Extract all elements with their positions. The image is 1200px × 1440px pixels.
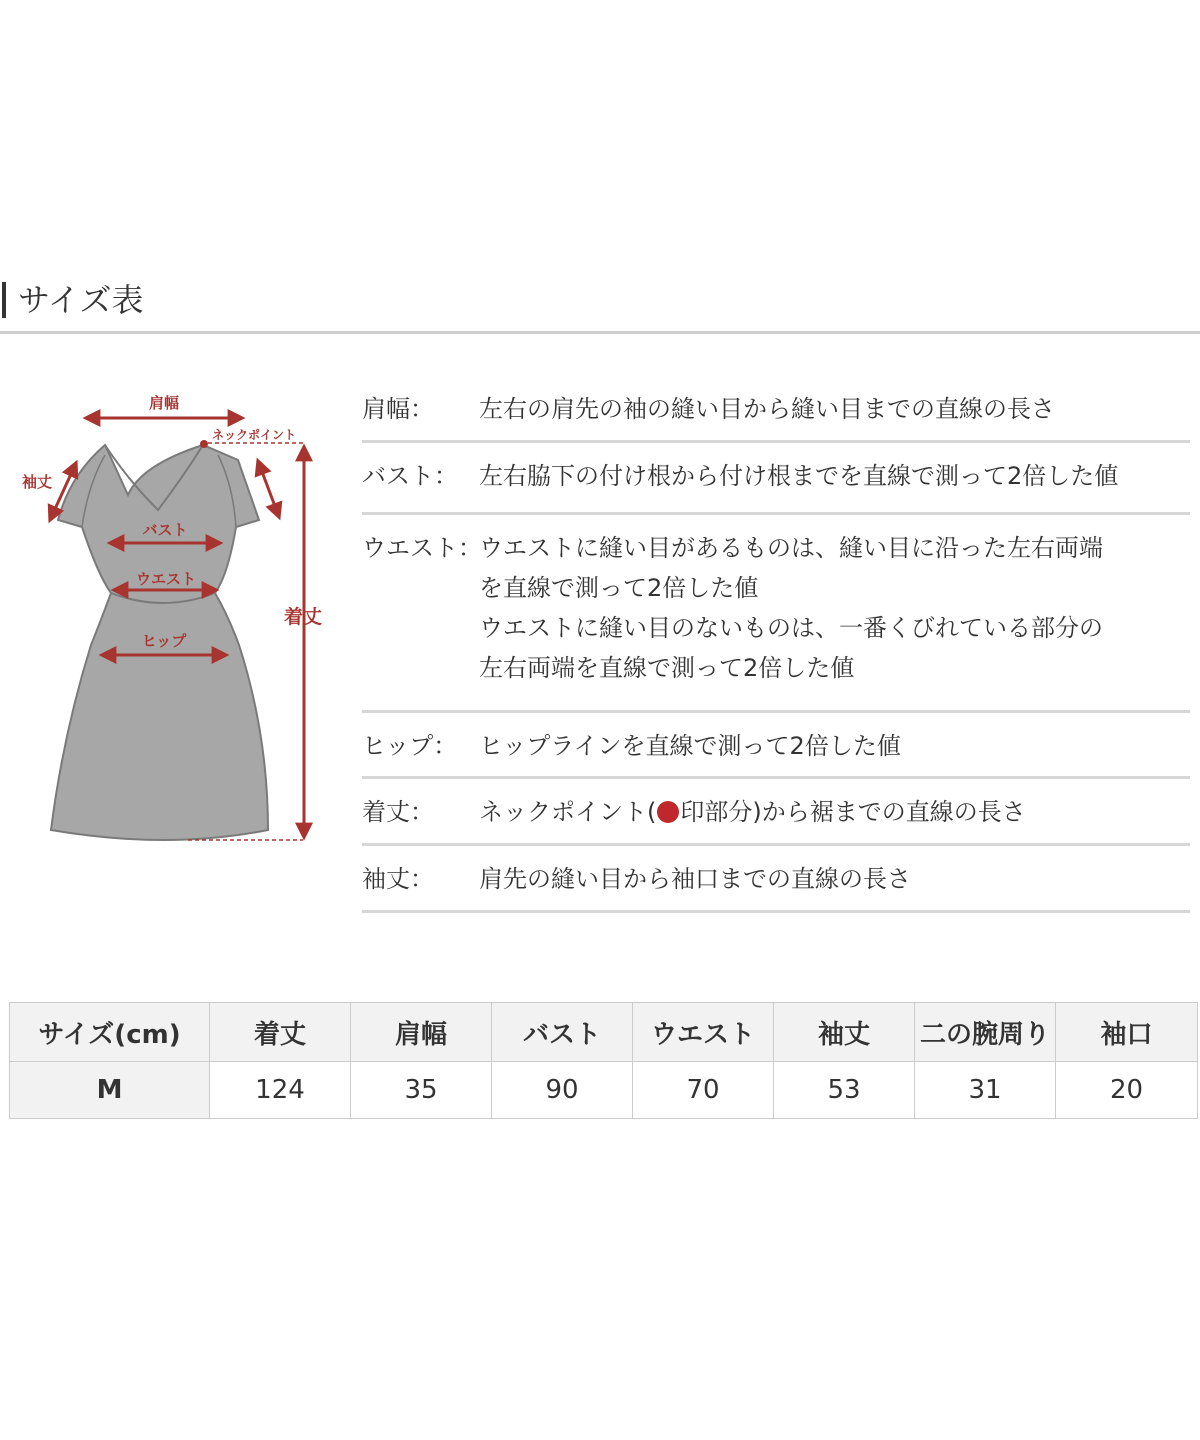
table-cell: 124 bbox=[210, 1062, 351, 1119]
page-title: サイズ表 bbox=[18, 281, 144, 319]
definition-text: ウエストに縫い目のないものは、一番くびれている部分の bbox=[479, 614, 1103, 642]
length-label: 着丈 bbox=[284, 606, 323, 628]
definition-text: 左右脇下の付け根から付け根までを直線で測って2倍した値 bbox=[479, 462, 1119, 490]
table-row bbox=[10, 1062, 1198, 1119]
definition-text: 左右両端を直線で測って2倍した値 bbox=[479, 654, 855, 682]
definition-text: 左右の肩先の袖の縫い目から縫い目までの直線の長さ bbox=[479, 395, 1055, 423]
red-dot-icon bbox=[657, 801, 679, 823]
definition-text-prefix: ネックポイント( bbox=[479, 798, 657, 826]
definition-term: ヒップ： bbox=[362, 732, 458, 760]
header-sleeve: 袖丈 bbox=[774, 1003, 915, 1062]
definition-text: を直線で測って2倍した値 bbox=[479, 574, 759, 602]
neck-point-label: ネックポイント bbox=[212, 428, 297, 442]
definition-term: 肩幅： bbox=[362, 395, 434, 423]
definition-hip bbox=[362, 713, 1190, 779]
table-cell: 20 bbox=[1056, 1062, 1198, 1119]
definition-shoulder bbox=[362, 376, 1190, 443]
header-divider bbox=[0, 331, 1200, 334]
table-cell: 90 bbox=[492, 1062, 633, 1119]
table-cell: 70 bbox=[633, 1062, 774, 1119]
size-table bbox=[9, 1002, 1198, 1119]
header-upper-arm: 二の腕周り bbox=[915, 1003, 1056, 1062]
sleeve-label: 袖丈 bbox=[22, 473, 53, 491]
header-cuff: 袖口 bbox=[1056, 1003, 1198, 1062]
table-cell: 35 bbox=[351, 1062, 492, 1119]
size-name-cell: M bbox=[10, 1062, 210, 1119]
waist-label: ウエスト bbox=[135, 570, 197, 588]
shoulder-label: 肩幅 bbox=[148, 394, 180, 412]
header-bust: バスト bbox=[492, 1003, 633, 1062]
definition-text: ヒップラインを直線で測って2倍した値 bbox=[479, 732, 901, 760]
definition-term: バスト： bbox=[362, 462, 458, 490]
sleeve-arrow-right bbox=[258, 461, 279, 517]
table-cell: 31 bbox=[915, 1062, 1056, 1119]
header-size: サイズ(cm) bbox=[10, 1003, 210, 1062]
hip-label: ヒップ bbox=[141, 632, 187, 650]
header-waist: ウエスト bbox=[633, 1003, 774, 1062]
definition-text: ウエストに縫い目があるものは、縫い目に沿った左右両端 bbox=[479, 534, 1103, 562]
header-length: 着丈 bbox=[210, 1003, 351, 1062]
definition-term: 袖丈： bbox=[362, 865, 434, 893]
dress-illustration bbox=[18, 385, 338, 855]
definition-text bbox=[479, 792, 1026, 832]
definition-term: ウエスト： bbox=[362, 534, 482, 562]
neck-point-marker bbox=[200, 440, 208, 448]
header-shoulder: 肩幅 bbox=[351, 1003, 492, 1062]
definition-sleeve bbox=[362, 846, 1190, 913]
table-cell: 53 bbox=[774, 1062, 915, 1119]
garment-diagram bbox=[18, 385, 338, 855]
definition-bust bbox=[362, 443, 1190, 515]
table-header-row bbox=[10, 1003, 1198, 1062]
measurement-definitions bbox=[362, 376, 1190, 913]
header-accent-bar bbox=[2, 282, 6, 318]
definition-term: 着丈： bbox=[362, 798, 434, 826]
definition-text: 肩先の縫い目から袖口までの直線の長さ bbox=[479, 865, 911, 893]
definition-length bbox=[362, 779, 1190, 846]
bust-label: バスト bbox=[142, 521, 188, 539]
definition-text-suffix: 印部分)から裾までの直線の長さ bbox=[680, 798, 1026, 826]
section-header bbox=[0, 278, 1200, 334]
definition-waist bbox=[362, 515, 1190, 713]
